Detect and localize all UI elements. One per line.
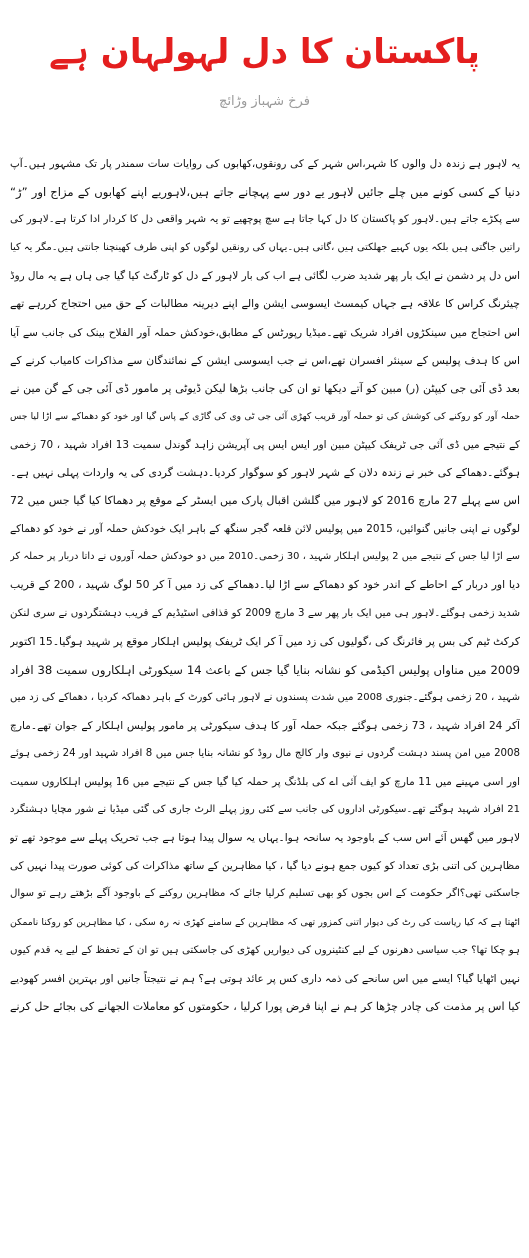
article-text-line: اس کا ہدف پولیس کے سینئر افسران تھے،اس نے جب ایسوسی ایشن کے نمائندگان سے مذاکرات کامیاب کرنے کے [10,353,520,367]
article-text-line: مظاہرین کی اتنی بڑی تعداد کو کیوں جمع ہونے دیا گیا ، کیا مظاہرین کے ساتھ مذاکرات کی کوئی صورت پیدا نہیں کی [10,860,520,873]
article-text-line: ہو چکا تھا؟ جب سیاسی دھرنوں کے لیے کنٹینروں کی دیواریں کھڑی کی جاسکتی ہیں تو ان کے تحفظ کے لیے یہ قدم کیوں [10,944,520,956]
article-text-line: سے پکڑے جاتے ہیں۔لاہور کو پاکستان کا دل کہا جاتا ہے سچ پوچھیے تو یہ شہر واقعی دل کا کردار ادا کرتا ہے۔لاہور کی [10,214,520,226]
article-text-line: نہیں اٹھایا گیا؟ ایسے میں اس سانحے کی ذمہ داری کس پر عائد ہوتی ہے؟ ہم نے نتیجتاً جانیں اور بہترین افسر کھودیے [10,972,520,985]
article-text-line: آکر 24 افراد شہید ، 73 زخمی ہوگئے جبکہ حملہ آور کا ہدف سیکورٹی پر مامور پولیس اہلکار کے جوان تھے۔مارچ [10,719,520,732]
article-text-line: شدید زخمی ہوگئے۔لاہور ہی میں ایک بار پھر سے 3 مارچ 2009 کو قذافی اسٹیڈیم کے قریب دہشتگردوں نے سری لنکن [10,607,520,619]
article-text-line: راتیں جاگتی ہیں بلکہ یوں کہیے جھلکتی ہیں ،گاتی ہیں۔یہاں کی رونقیں لوگوں کو اپنی طرف کھینچنا جانتی ہیں۔مگر یہ کیا [10,242,520,254]
article-text-line: اس احتجاج میں سینکڑوں افراد شریک تھے۔میڈیا رپورٹس کے مطابق،خودکش حملہ آور الفلاح بینک کی جانب سے آیا [10,326,520,339]
article-text-line: 21 افراد شہید ہوگئے تھے۔سیکورٹی اداروں کی جانب سے کئی روز پہلے الرٹ جاری کی گئی میڈیا نے شور مچایا دہشتگرد [10,804,520,816]
article-text-line: اٹھتا ہے کہ کیا ریاست کی رٹ کی دیوار اتنی کمزور تھی کہ مظاہرین کے سامنے کھڑی نہ رہ سکی ، کیا مظاہرین کو روکنا ناممکن [10,916,520,928]
article-text-line: حملہ آور کو روکنے کی کوشش کی تو حملہ آور قریب کھڑی آئی جی ٹی وی کی گاڑی کے پاس گیا اور خود کو دھماکے سے اڑا لیا جس [10,410,520,422]
article-text-line: 2008 میں امن پسند دہشت گردوں نے نیوی وار کالج مال روڈ کو نشانہ بنایا جس میں 8 افراد شہید اور 24 زخمی ہوئے [10,747,520,759]
article-byline: فرخ شہباز وڑائچ [219,94,310,109]
article-text-line: یہ لاہور ہے زندہ دل والوں کا شہر،اس شہر کے کی رونقوں،کھابوں کی روایات سات سمندر پار تک مشہور ہیں۔آپ [10,158,520,170]
article-text-line: کے نتیجے میں ڈی آئی جی ٹریفک کیپٹن مبین اور ایس ایس پی آپریشن زاہد گوندل سمیت 13 افراد شہید ، 70 زخمی [10,438,520,451]
article-text-line: شہید ، 20 زخمی ہوگئے۔جنوری 2008 میں شدت پسندوں نے لاہور ہائی کورٹ کے باہر دھماکہ کردیا ، دھماکے کی زد میں [10,691,520,703]
article-text-line: لاہور میں گھس آئے اس سب کے باوجود یہ سانحہ ہوا۔یہاں یہ سوال پیدا ہوتا ہے جب تحریک پہلے سے موجود تھے تو [10,832,520,845]
article-text-line: دیا اور دربار کے احاطے کے اندر خود کو دھماکے سے اڑا لیا۔دھماکے کی زد میں آ کر 50 لوگ شہید ، 200 کے قریب [10,578,520,592]
article-text-line: اور اسی مہینے میں 11 مارچ کو ایف آئی اے کی بلڈنگ پر حملہ کیا گیا جس کے نتیجے میں 16 پولیس اہلکاروں سمیت [10,776,520,789]
article-text-line: جاسکتی تھی؟اگر حکومت کے اس بجوں کو بھی تسلیم کرلیا جائے کہ مظاہرین روکنے کے باوجود آگے بڑھتے رہے تو سوال [10,888,520,900]
article-text-line: دنیا کے کسی کونے میں چلے جائیں لاہور یے دور سے پہچانے جاتے ہیں،لاہوریے اپنے کھابوں کے مزاج اور ”ڑ“ [10,185,520,200]
article-text-line: اس سے پہلے 27 مارچ 2016 کو لاہور میں گلشن اقبال پارک میں ایسٹر کے موقع پر دھماکا کیا گیا جس میں 72 [10,494,520,508]
article-text-line: لوگوں نے اپنی جانیں گنوائیں، 2015 میں پولیس لائن قلعہ گجر سنگھ کے باہر ایک خودکش حملہ آور نے خود کو دھماکے [10,523,520,536]
article-text-line: کیا اس پر مذمت کی چادر چڑھا کر ہم نے اپنا فرض پورا کرلیا ، حکومتوں کو معاملات الجھانے کی بجائے حل کرنے [10,999,520,1013]
article-body [10,150,520,1021]
article-text-line: کرکٹ ٹیم کی بس پر فائرنگ کی ،گولیوں کی زد میں آ کر ایک ٹریفک پولیس اہلکار موقع پر شہید ہوگیا۔15 اکتوبر [10,634,520,648]
article-text-line: سے اڑا لیا جس کے نتیجے میں 2 پولیس اہلکار شہید ، 30 زخمی۔2010 میں دو خودکش حملہ آوروں نے داتا دربار پر حملہ کر [10,551,520,563]
article-text-line: اس دل پر دشمن نے ایک بار پھر شدید ضرب لگائی ہے اب کی بار لاہور کے دل کو ٹارگٹ کیا گیا جی ہاں ہے یہ مال روڈ [10,270,520,283]
article-text-line: بعد ڈی آئی جی کیپٹن (ر) مبین کو آتے دیکھا تو ان کی جانب بڑھا لیکن ڈیوٹی پر مامور ڈی آئی جی کے گن مین نے [10,381,520,395]
article-text-line: چیئرنگ کراس کا علاقہ ہے جہاں کیمسٹ ایسوسی ایشن والے اپنے دیرینہ مطالبات کے حق میں احتجاج کررہے تھے [10,297,520,311]
article-text-line: ہوگئے۔دھماکے کی خبر نے زندہ دلان کے شہر لاہور کو سوگوار کردیا۔دہشت گردی کی یہ واردات پہلی نہیں ہے۔ [10,466,520,480]
article-text-line: 2009 میں مناواں پولیس اکیڈمی کو نشانہ بنایا گیا جس کے باعث 14 سیکورٹی اہلکاروں سمیت 38 افراد [10,662,520,677]
article-headline: پاکستان کا دل لہولہان ہے [49,32,480,72]
